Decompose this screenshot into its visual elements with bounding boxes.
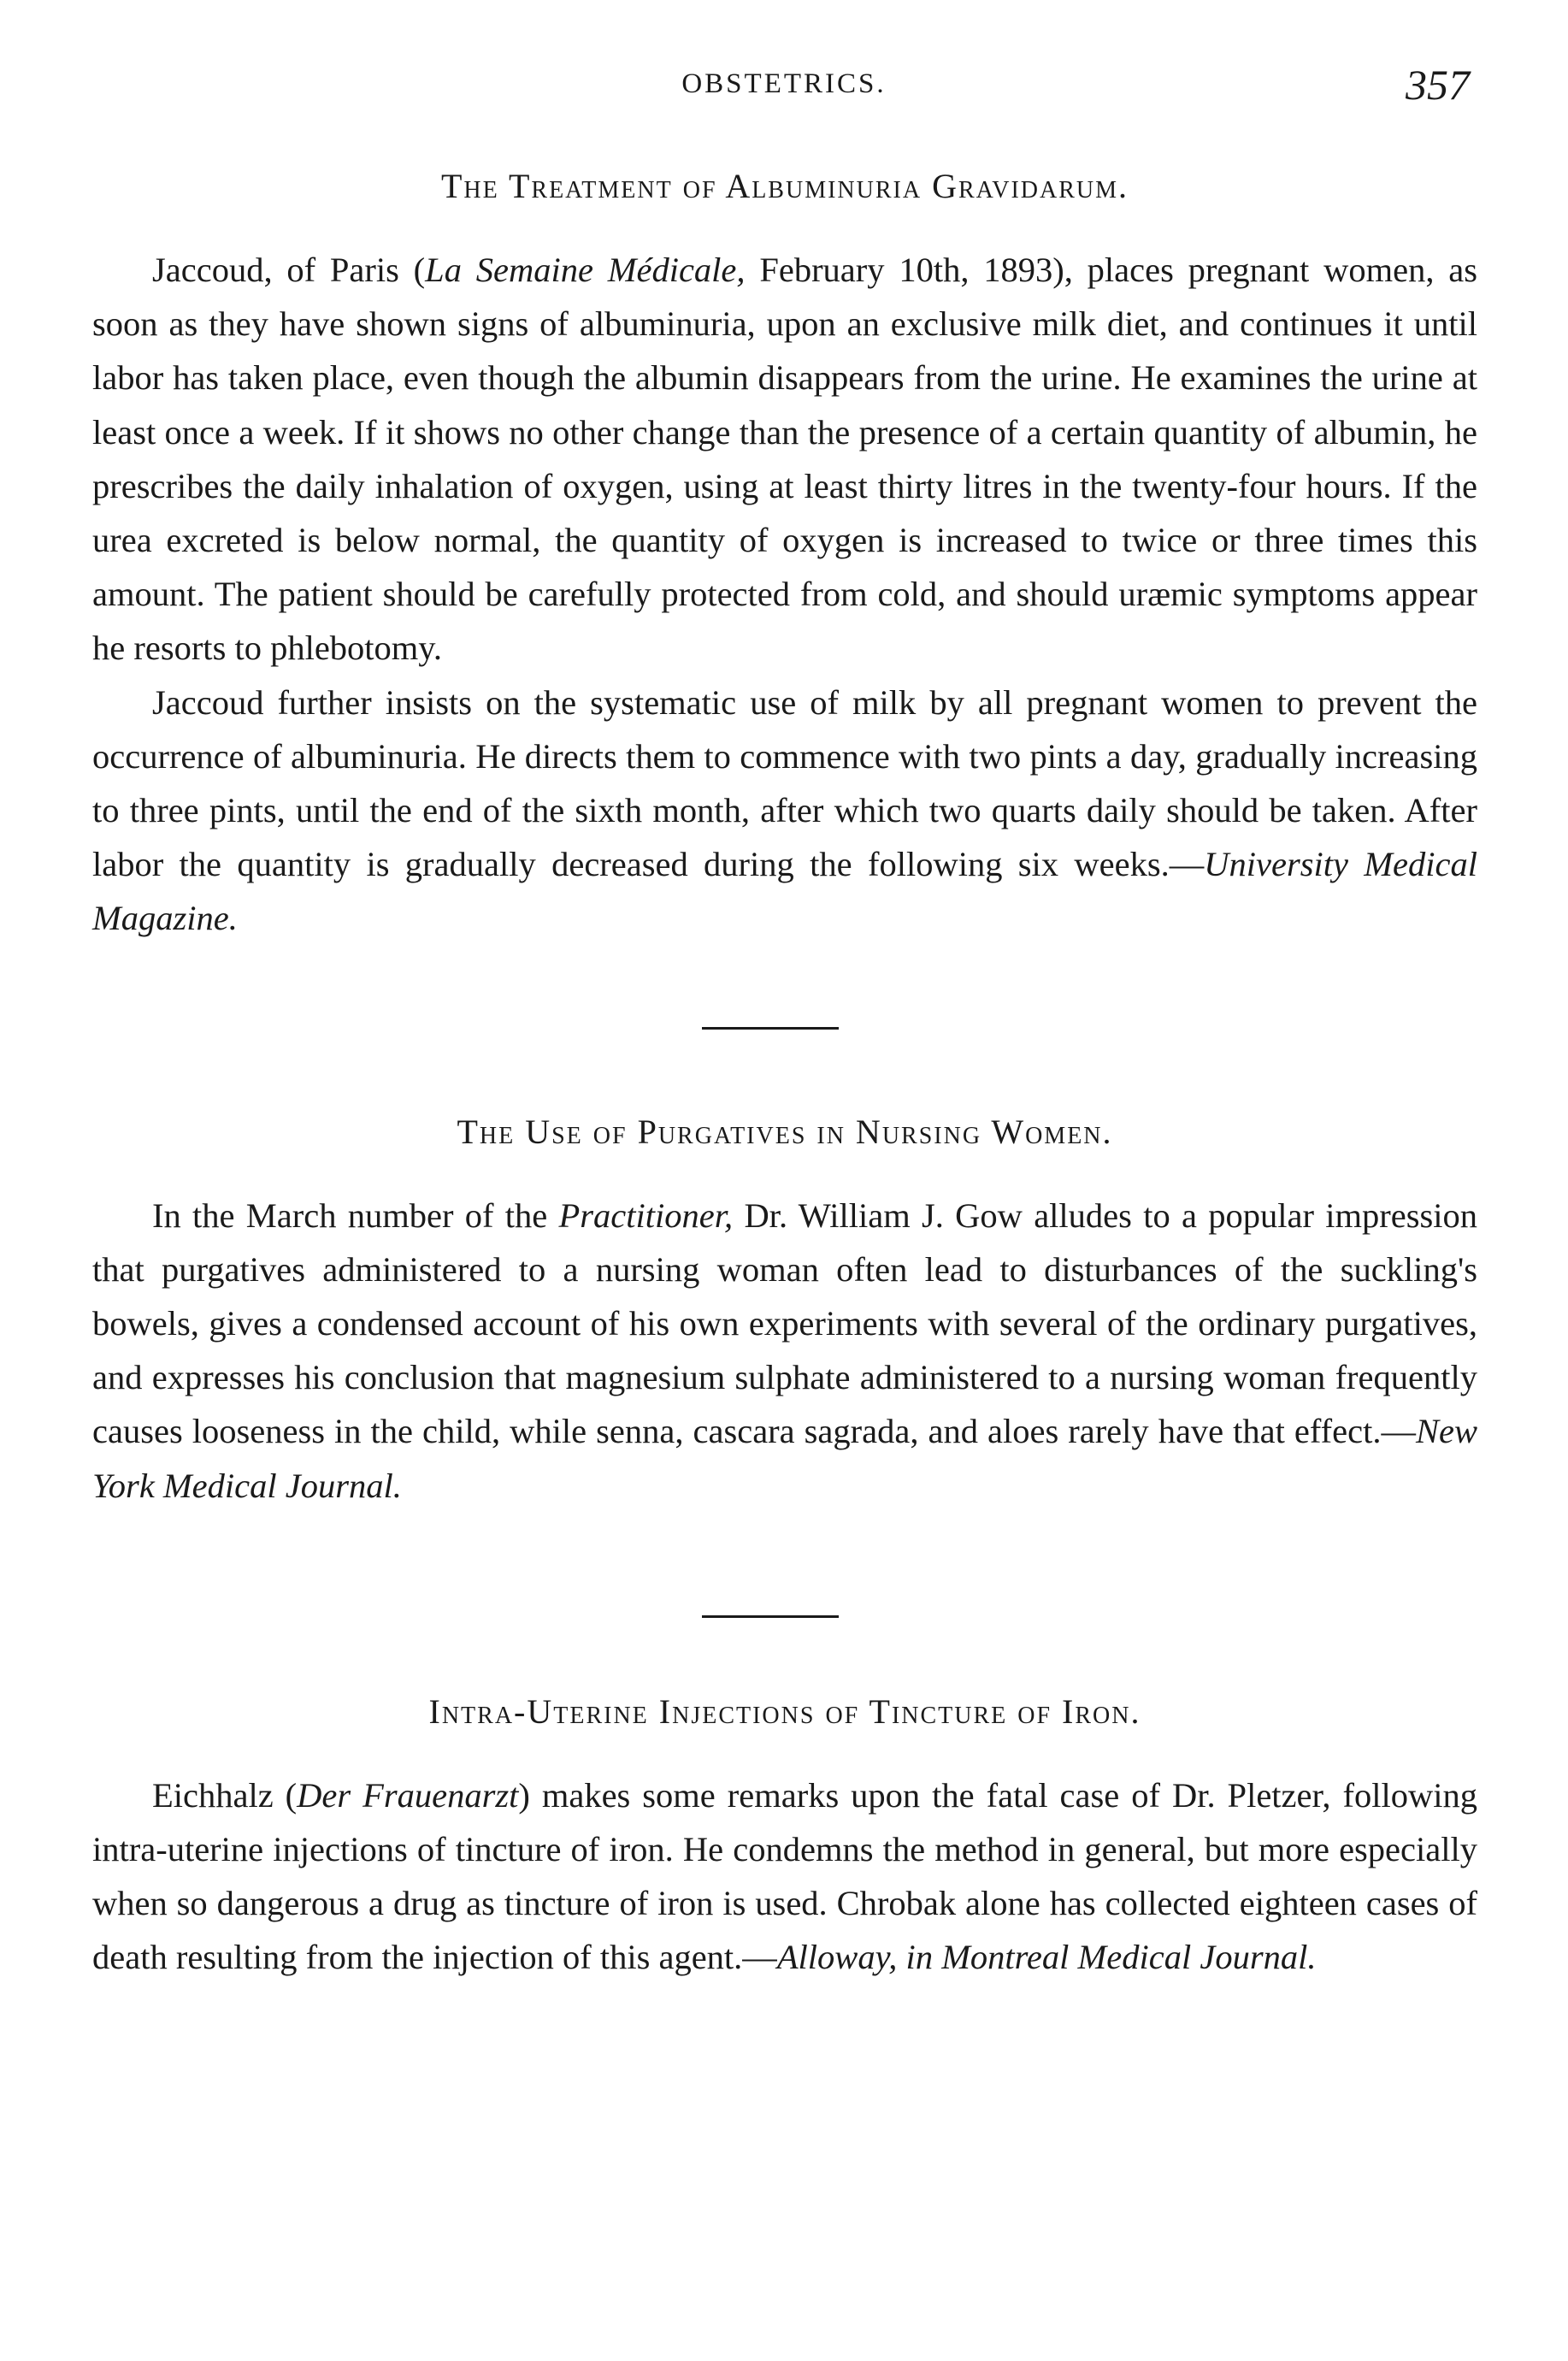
paragraph-text: February 10th, 1893), places pregnant women, as soon as they have shown signs of albuminuria, upon an exclusive milk diet, and continues it until labor has taken place, even though the albumin disappears from the urine. He examines the urine at least once a week. If it shows no other change than the presence of a certain quantity of albumin, he prescribes the daily inhalation of oxygen, using at least thirty litres in the twenty-four hours. If the urea excreted is below normal, the quantity of oxygen is increased to twice or three times this amount. The patient should be carefully protected from cold, and should uræmic symptoms appear he resorts to phlebotomy. [92,251,1477,668]
running-title: OBSTETRICS. [681,68,887,99]
article-paragraph [92,1189,1477,1513]
paragraph-text: ) makes some remarks upon the fatal case of Dr. Pletzer, following intra-uterine injections of tincture of iron. He condemns the method in general, but more especially when so dangerous a drug as tincture of iron is used. Chrobak alone has collected eighteen cases of death resulting from the injection of this agent.— [92,1775,1477,1977]
journal-citation: Practitioner, [558,1195,734,1235]
source-citation: Alloway, in Montreal Medical Journal. [776,1938,1317,1977]
journal-citation: Der Frauenarzt [297,1775,519,1815]
article-title: Intra-Uterine Injections of Tincture of Iron. [428,1691,1141,1731]
article-paragraph [92,676,1477,946]
article-purgatives [92,1108,1477,1513]
paragraph-text: In the March number of the [152,1195,559,1235]
paragraph-text: Dr. William J. Gow alludes to a popular impression that purgatives administered to a nursing woman often lead to disturbances of the suckling's bowels, gives a condensed account of his own experiments with several of the ordinary purgatives, and expresses his conclusion that magnesium sulphate administered to a nursing woman frequently causes looseness in the child, while senna, cascara sagrada, and aloes rarely have that effect.— [92,1195,1477,1451]
page-number: 357 [1406,61,1470,109]
article-paragraph [92,1768,1477,1985]
divider-rule [702,1027,839,1030]
journal-citation: La Semaine Médicale, [425,251,746,289]
text-column [92,162,1477,1985]
paragraph-text: Eichhalz ( [152,1775,298,1815]
source-citation: New York Medical Journal. [92,1412,1477,1505]
running-head [0,60,1568,120]
article-title: The Treatment of Albuminuria Gravidarum. [440,167,1129,205]
article-iron-injections [92,1688,1477,1985]
source-citation: University Medical Magazine. [92,845,1477,938]
section-divider [92,1513,1477,1688]
section-divider [92,946,1477,1108]
paragraph-text: Jaccoud, of Paris ( [152,251,426,289]
article-albuminuria [92,162,1477,946]
article-title: The Use of Purgatives in Nursing Women. [457,1112,1113,1151]
article-paragraph [92,243,1477,676]
divider-rule [702,1615,839,1618]
paragraph-text: Jaccoud further insists on the systematic use of milk by all pregnant women to prevent the occurrence of albuminuria. He directs them to commence with two pints a day, gradually increasing to three pints, until the end of the sixth month, after which two quarts daily should be taken. After labor the quantity is gradually decreased during the following six weeks.— [92,682,1477,884]
